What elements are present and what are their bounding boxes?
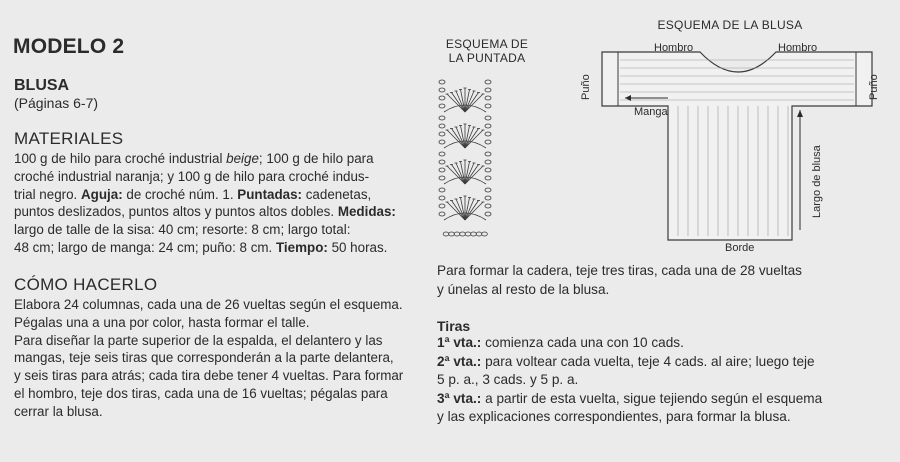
- instruction-line: y seis tiras para atrás; cada tira debe tener 4 vueltas. Para formar: [14, 368, 404, 384]
- stitch-schema-diagram: [430, 70, 500, 250]
- materials-line: largo de talle de la sisa: 40 cm; resorte: 8 cm; largo total:: [14, 222, 351, 238]
- pages-reference: (Páginas 6-7): [14, 95, 99, 111]
- instruction-line: Para diseñar la parte superior de la espalda, el delantero y las: [14, 332, 383, 348]
- blouse-schema-diagram: [580, 30, 890, 255]
- garment-title: BLUSA: [14, 77, 70, 94]
- cuff-right-label: Puño: [868, 74, 880, 100]
- materials-heading: MATERIALES: [14, 129, 124, 148]
- materials-line: croché industrial naranja; y 100 g de hilo para croché indus-: [14, 168, 370, 184]
- strips-heading: Tiras: [437, 318, 471, 334]
- strip-row-3: 3ª vta.: a partir de esta vuelta, sigue tejiendo según el esquema: [437, 390, 823, 406]
- instruction-line: cerrar la blusa.: [14, 403, 103, 419]
- instruction-line: el hombro, teje dos tiras, cada una de 16 vueltas; pégalas para: [14, 385, 388, 401]
- sleeve-label: Manga: [634, 106, 668, 118]
- instruction-line: mangas, teje seis tiras que corresponderán a la parte delantera,: [14, 350, 394, 366]
- shoulder-right-label: Hombro: [778, 42, 818, 54]
- hip-text: Para formar la cadera, teje tres tiras, cada una de 28 vueltas y únelas al resto de la blusa.: [437, 263, 802, 297]
- instruction-line: Pégalas una a una por color, hasta formar el talle.: [14, 314, 310, 330]
- model-heading: MODELO 2: [13, 35, 125, 58]
- materials-line: 48 cm; largo de manga: 24 cm; puño: 8 cm. Tiempo: 50 horas.: [14, 239, 388, 255]
- instruction-line: Elabora 24 columnas, cada una de 26 vueltas según el esquema.: [14, 297, 403, 312]
- stitch-schema-title: ESQUEMA DE LA PUNTADA: [445, 37, 529, 65]
- blouse-outline: [602, 52, 872, 240]
- cuff-left-label: Puño: [580, 74, 592, 100]
- blouse-schema-title: ESQUEMA DE LA BLUSA: [657, 18, 803, 32]
- materials-line: puntos deslizados, puntos altos y puntos altos dobles. Medidas:: [14, 204, 396, 220]
- shoulder-left-label: Hombro: [654, 42, 694, 54]
- materials-line: 100 g de hilo para croché industrial beige; 100 g de hilo para: [14, 151, 374, 166]
- instructions-heading: CÓMO HACERLO: [14, 275, 158, 294]
- length-label: Largo de blusa: [811, 145, 823, 218]
- materials-line: trial negro. Aguja: de croché núm. 1. Puntadas: cadenetas,: [14, 186, 372, 202]
- hem-label: Borde: [725, 242, 755, 254]
- strips-list: 1ª vta.: comienza cada una con 10 cads. 2ª vta.: para voltear cada vuelta, teje 4 cads. al aire; luego teje 5 p. a., 3 cads. y 5 p. a. 3ª vta.: a partir de esta vuelta, sigue tejiendo según el esquema y las explicaciones correspondientes, para formar la blusa.: [437, 334, 892, 427]
- instructions-text: [14, 296, 434, 421]
- materials-text: [14, 150, 434, 257]
- strip-row-1: 1ª vta.: comienza cada una con 10 cads.: [437, 335, 684, 350]
- strip-row-2: 2ª vta.: para voltear cada vuelta, teje 4 cads. al aire; luego teje: [437, 353, 815, 369]
